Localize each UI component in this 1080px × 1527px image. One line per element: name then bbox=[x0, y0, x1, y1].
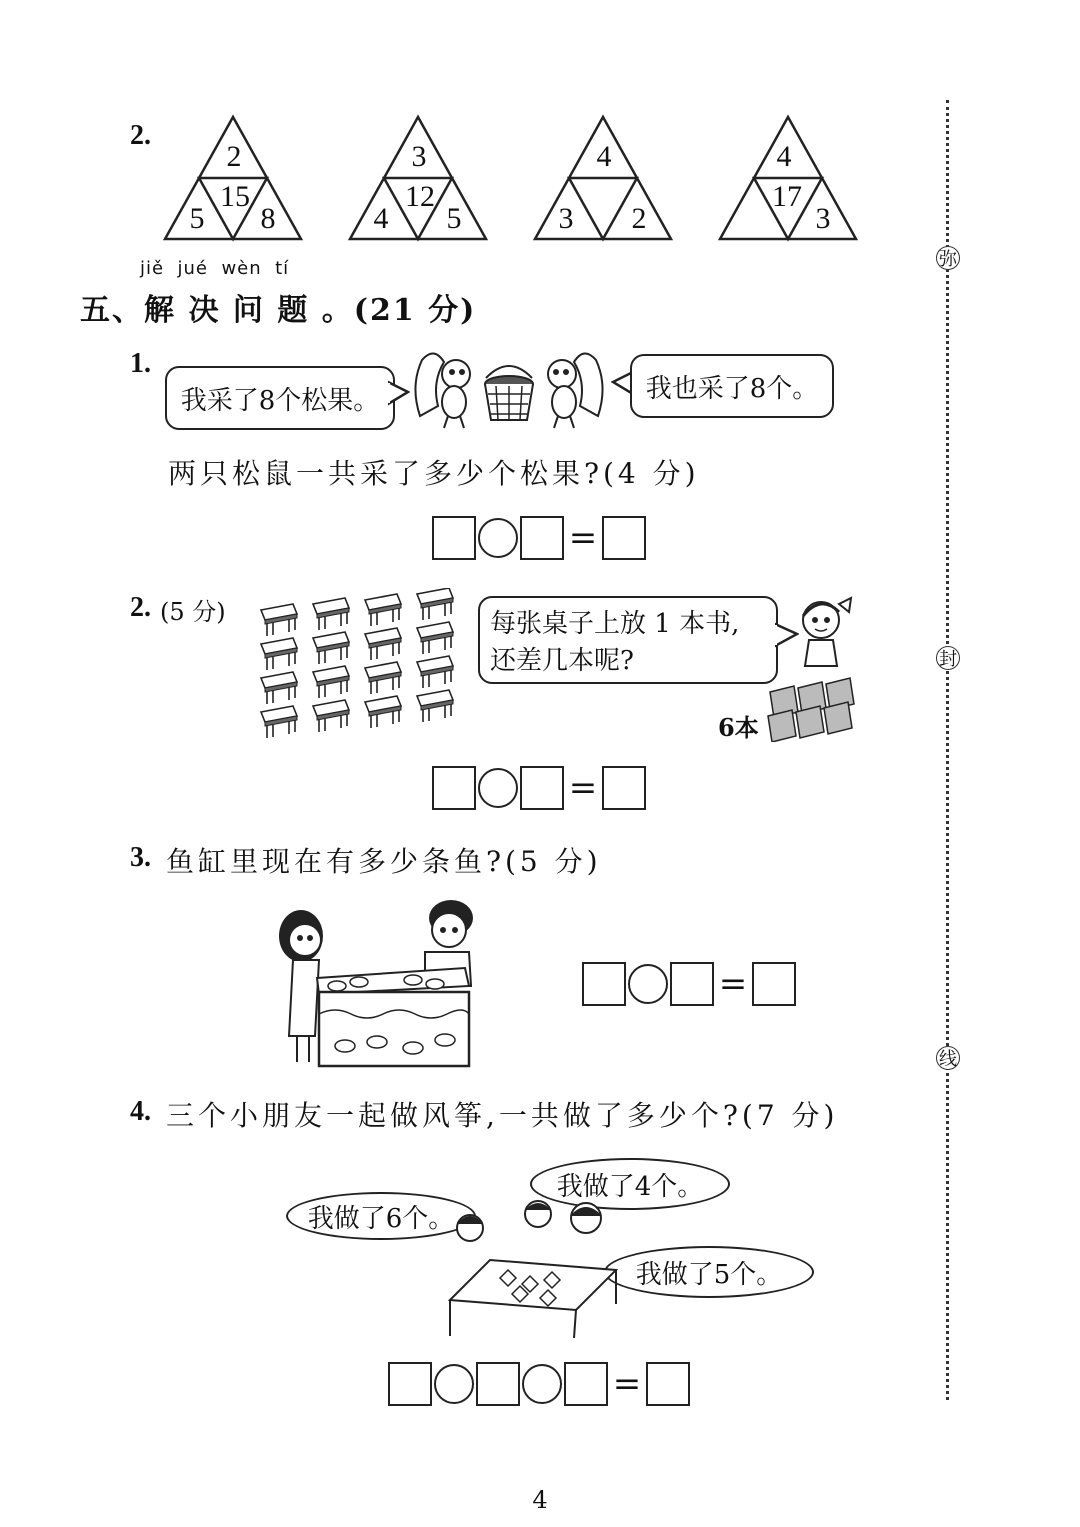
triangle-question-label: 2. bbox=[130, 120, 151, 151]
q4-equation bbox=[388, 1362, 690, 1406]
result-box[interactable] bbox=[602, 766, 646, 810]
result-box[interactable] bbox=[646, 1362, 690, 1406]
q2-bubble-line-1: 每张桌子上放 1 本书, bbox=[490, 609, 740, 639]
result-box[interactable] bbox=[752, 962, 796, 1006]
operator-circle[interactable] bbox=[478, 518, 518, 558]
triangle-4 bbox=[720, 117, 856, 239]
equals-sign: = bbox=[612, 1364, 642, 1404]
operator-circle[interactable] bbox=[628, 964, 668, 1004]
girl-image bbox=[795, 594, 857, 670]
q1-equation bbox=[432, 516, 646, 560]
answer-box[interactable] bbox=[564, 1362, 608, 1406]
answer-box[interactable] bbox=[582, 962, 626, 1006]
operator-circle[interactable] bbox=[478, 768, 518, 808]
q2-speech-bubble bbox=[478, 596, 778, 684]
bubble-tail-left bbox=[388, 378, 410, 408]
triangle-4-right: 3 bbox=[815, 202, 831, 235]
q4-speech-bubble-a: 我做了6个。 bbox=[286, 1192, 476, 1240]
triangle-2-right: 5 bbox=[446, 202, 462, 235]
q1-speech-bubble-left: 我采了8个松果。 bbox=[165, 366, 395, 430]
q2-label: 2. bbox=[130, 592, 151, 623]
squirrel-right-image bbox=[540, 346, 608, 430]
q4-speech-bubble-b: 我做了4个。 bbox=[530, 1158, 730, 1210]
equals-sign: = bbox=[718, 964, 748, 1004]
answer-box[interactable] bbox=[388, 1362, 432, 1406]
q3-equation bbox=[582, 962, 796, 1006]
answer-box[interactable] bbox=[432, 516, 476, 560]
pinecone-basket-image bbox=[478, 360, 540, 426]
answer-box[interactable] bbox=[520, 766, 564, 810]
equals-sign: = bbox=[568, 768, 598, 808]
section-pinyin: jiě jué wèn tí bbox=[140, 258, 290, 279]
operator-circle[interactable] bbox=[434, 1364, 474, 1404]
page-number: 4 bbox=[532, 1486, 548, 1514]
triangle-1-top: 2 bbox=[226, 140, 242, 173]
q3-question: 鱼缸里现在有多少条鱼?(5 分) bbox=[166, 845, 602, 878]
binding-dotted-line bbox=[946, 100, 949, 1400]
books-count-label: 6本 bbox=[718, 713, 759, 742]
triangle-3-top: 4 bbox=[596, 140, 612, 173]
triangle-2-center: 12 bbox=[405, 180, 435, 213]
q2-bubble-line-2: 还差几本呢? bbox=[490, 646, 634, 676]
q2-equation bbox=[432, 766, 646, 810]
squirrel-left-image bbox=[410, 346, 478, 430]
triangle-4-top: 4 bbox=[776, 140, 792, 173]
desks-image bbox=[255, 588, 455, 738]
q3-label: 3. bbox=[130, 842, 151, 873]
q4-label: 4. bbox=[130, 1096, 151, 1127]
answer-box[interactable] bbox=[670, 962, 714, 1006]
triangle-1-left: 5 bbox=[189, 202, 205, 235]
q1-question: 两只松鼠一共采了多少个松果?(4 分) bbox=[168, 457, 700, 490]
q4-question: 三个小朋友一起做风筝,一共做了多少个?(7 分) bbox=[166, 1099, 839, 1132]
margin-label-1: 弥 bbox=[936, 246, 960, 270]
operator-circle[interactable] bbox=[522, 1364, 562, 1404]
margin-label-2: 封 bbox=[936, 646, 960, 670]
triangle-1-center: 15 bbox=[220, 180, 250, 213]
children-making-kites-image bbox=[440, 1200, 620, 1340]
q1-speech-bubble-right: 我也采了8个。 bbox=[630, 354, 834, 418]
equals-sign: = bbox=[568, 518, 598, 558]
triangle-2-top: 3 bbox=[411, 140, 427, 173]
triangle-3-right: 2 bbox=[631, 202, 647, 235]
triangle-1-right: 8 bbox=[260, 202, 276, 235]
triangle-2-left: 4 bbox=[373, 202, 389, 235]
result-box[interactable] bbox=[602, 516, 646, 560]
triangle-4-center: 17 bbox=[772, 180, 802, 213]
answer-box[interactable] bbox=[520, 516, 564, 560]
q4-speech-bubble-c: 我做了5个。 bbox=[604, 1246, 814, 1298]
answer-box[interactable] bbox=[432, 766, 476, 810]
fish-tank-children-image bbox=[275, 896, 475, 1070]
section-title: 五、解 决 问 题 。(21 分) bbox=[80, 293, 477, 328]
q1-label: 1. bbox=[130, 348, 151, 379]
books-stack-image bbox=[764, 672, 860, 742]
triangle-3-left: 3 bbox=[558, 202, 574, 235]
q2-score: (5 分) bbox=[160, 598, 226, 626]
answer-box[interactable] bbox=[476, 1362, 520, 1406]
margin-label-3: 线 bbox=[936, 1046, 960, 1070]
